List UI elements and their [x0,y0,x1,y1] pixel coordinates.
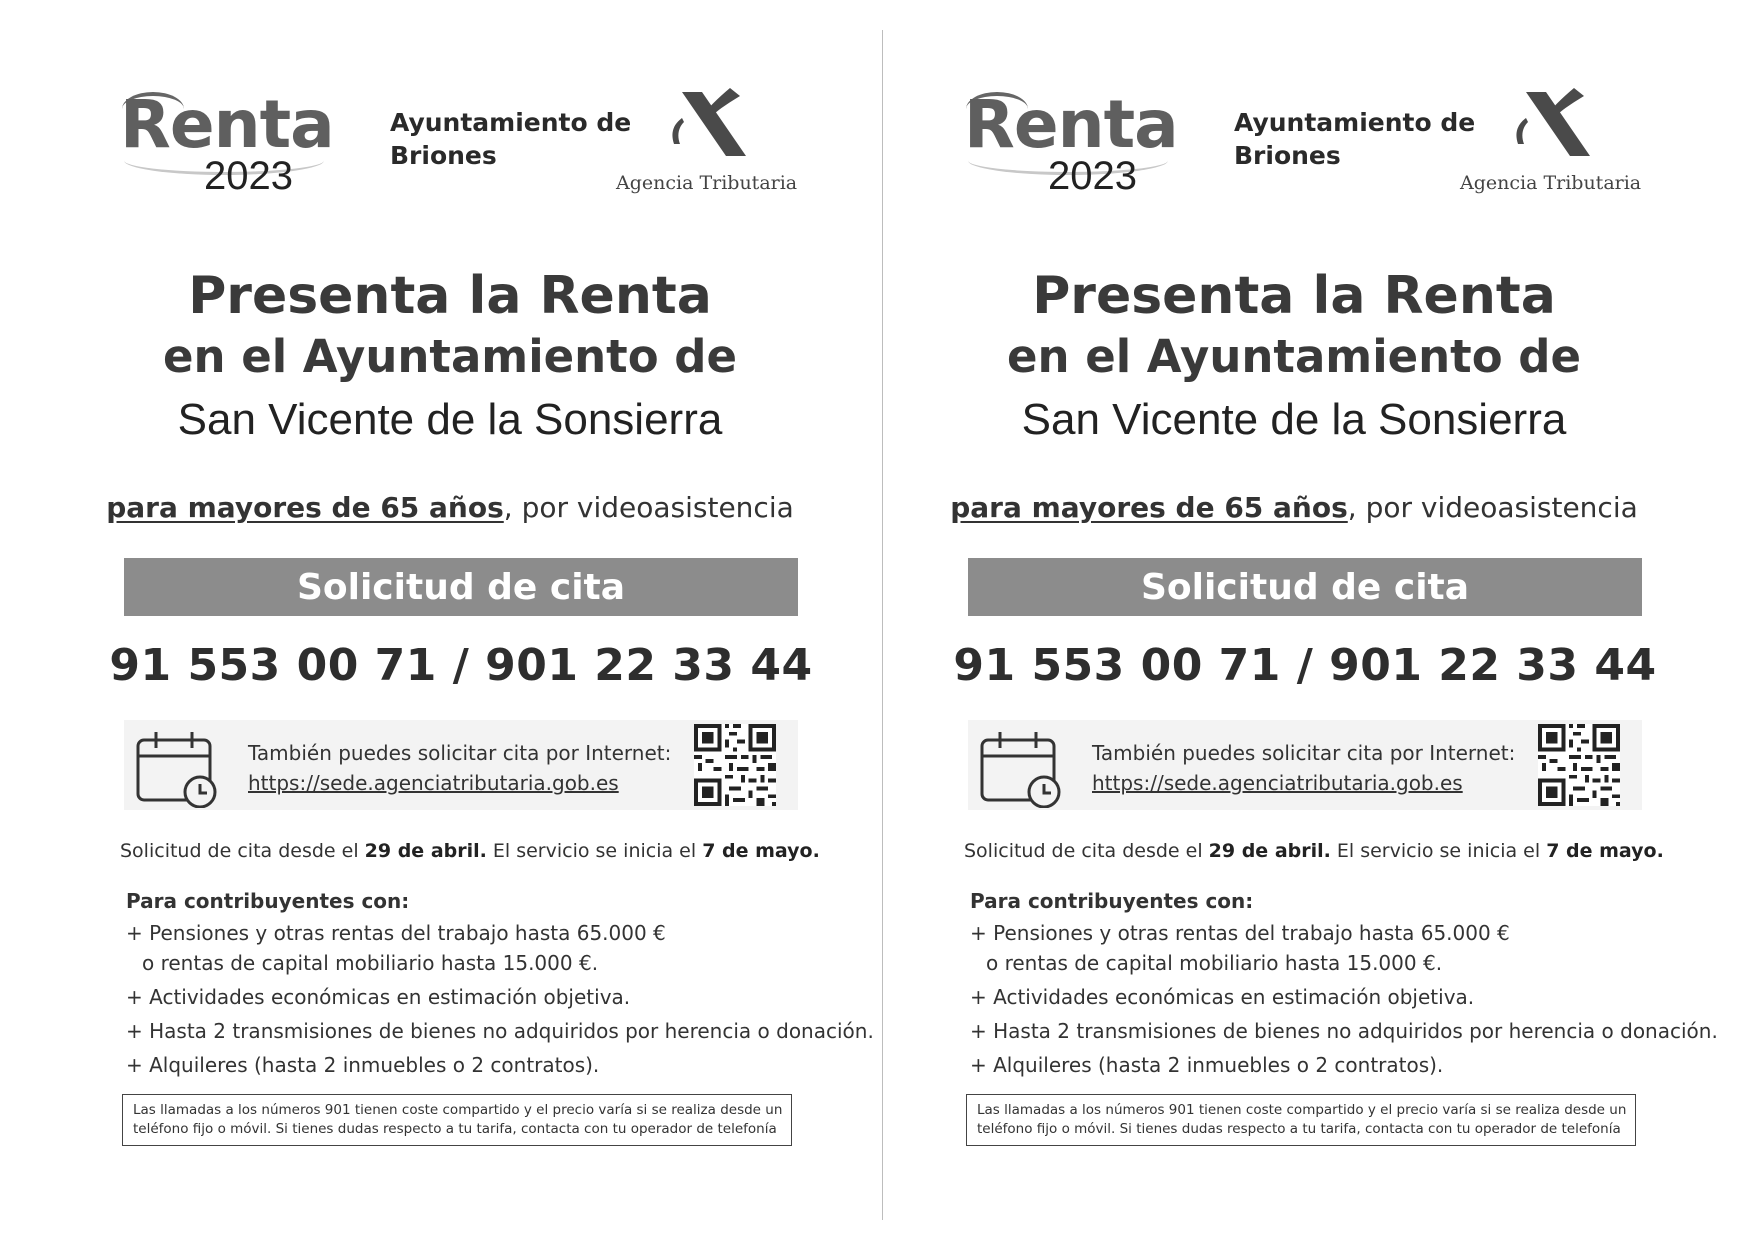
ayuntamiento-name [390,106,631,172]
title-ayuntamiento: en el Ayuntamiento de [162,330,738,383]
flyer-left [0,0,874,1240]
list-item: + Alquileres (hasta 2 inmuebles o 2 contratos). [126,1053,600,1077]
contribuyentes-list [970,886,1718,1080]
qr-code-icon[interactable] [1538,724,1620,806]
contribuyentes-heading: Para contribuyentes con: [126,889,410,913]
fecha-inicio-cita: 29 de abril. [1208,840,1331,862]
internet-box [124,720,798,810]
cost-note-line1: Las llamadas a los números 901 tienen coste compartido y el precio varía si se realiza desde un [133,1102,783,1118]
agencia-tributaria-label: Agencia Tributaria [616,172,798,194]
fechas-servicio [120,840,820,862]
fecha-text-1: Solicitud de cita desde el [120,840,365,862]
title-ayuntamiento: en el Ayuntamiento de [1006,330,1582,383]
cost-note [966,1094,1636,1146]
list-item-continuation: o rentas de capital mobiliario hasta 15.000 €. [142,951,599,975]
fecha-text-2: El servicio se inicia el [486,840,703,862]
solicitud-cita-band [968,558,1642,616]
ayuntamiento-line2: Briones [1234,141,1341,170]
calendar-clock-icon [978,728,1068,808]
contribuyentes-list [126,886,874,1080]
title-presenta: Presenta la Renta [1032,266,1556,326]
cost-note [122,1094,792,1146]
subtitle-highlight: para mayores de 65 años [950,491,1348,524]
internet-text [248,738,671,798]
fecha-inicio-cita: 29 de abril. [364,840,487,862]
ayuntamiento-name [1234,106,1475,172]
solicitud-cita-band [124,558,798,616]
subtitle-highlight: para mayores de 65 años [106,491,504,524]
sede-link[interactable]: https://sede.agenciatributaria.gob.es [1092,771,1463,795]
sede-link[interactable]: https://sede.agenciatributaria.gob.es [248,771,619,795]
internet-text [1092,738,1515,798]
phone-numbers: 91 553 00 71 / 901 22 33 44 [953,640,1657,691]
renta-logo [120,88,350,208]
fecha-text-2: El servicio se inicia el [1330,840,1547,862]
subtitle [844,491,1744,524]
subtitle-rest: , por videoasistencia [503,491,794,524]
list-item: + Pensiones y otras rentas del trabajo hasta 65.000 € [970,921,1510,945]
list-item: + Hasta 2 transmisiones de bienes no adquiridos por herencia o donación. [126,1019,874,1043]
cost-note-line2: teléfono fijo o móvil. Si tienes dudas respecto a tu tarifa, contacta con tu operador de telefonía [133,1121,777,1137]
list-item: + Pensiones y otras rentas del trabajo hasta 65.000 € [126,921,666,945]
title-presenta: Presenta la Renta [188,266,712,326]
cost-note-line2: teléfono fijo o móvil. Si tienes dudas respecto a tu tarifa, contacta con tu operador de telefonía [977,1121,1621,1137]
flyer-right [844,0,1718,1240]
internet-box [968,720,1642,810]
fechas-servicio [964,840,1664,862]
renta-logo-word: Renta [964,86,1178,163]
title-municipio: San Vicente de la Sonsierra [177,395,723,444]
renta-logo [964,88,1194,208]
calendar-clock-icon [134,728,224,808]
list-item: + Actividades económicas en estimación objetiva. [126,985,631,1009]
solicitud-cita-label: Solicitud de cita [296,566,626,608]
phone-numbers: 91 553 00 71 / 901 22 33 44 [109,640,813,691]
qr-code-icon[interactable] [694,724,776,806]
cost-note-line1: Las llamadas a los números 901 tienen coste compartido y el precio varía si se realiza desde un [977,1102,1627,1118]
ayuntamiento-line2: Briones [390,141,497,170]
list-item: + Alquileres (hasta 2 inmuebles o 2 contratos). [970,1053,1444,1077]
subtitle [0,491,900,524]
list-item-continuation: o rentas de capital mobiliario hasta 15.000 €. [986,951,1443,975]
agencia-tributaria-logo-icon [660,86,750,162]
fecha-inicio-servicio: 7 de mayo. [702,840,820,862]
list-item: + Hasta 2 transmisiones de bienes no adquiridos por herencia o donación. [970,1019,1718,1043]
renta-logo-word: Renta [120,86,334,163]
fecha-inicio-servicio: 7 de mayo. [1546,840,1664,862]
internet-text-label: También puedes solicitar cita por Internet: [1092,741,1516,765]
contribuyentes-heading: Para contribuyentes con: [970,889,1254,913]
title-municipio: San Vicente de la Sonsierra [1021,395,1567,444]
agencia-tributaria-label: Agencia Tributaria [1460,172,1642,194]
ayuntamiento-line1: Ayuntamiento de [1234,108,1476,137]
renta-logo-year: 2023 [1048,154,1137,198]
ayuntamiento-line1: Ayuntamiento de [390,108,632,137]
agencia-tributaria-logo-icon [1504,86,1594,162]
solicitud-cita-label: Solicitud de cita [1140,566,1470,608]
subtitle-rest: , por videoasistencia [1347,491,1638,524]
fecha-text-1: Solicitud de cita desde el [964,840,1209,862]
renta-logo-year: 2023 [204,154,293,198]
list-item: + Actividades económicas en estimación objetiva. [970,985,1475,1009]
internet-text-label: También puedes solicitar cita por Internet: [248,741,672,765]
